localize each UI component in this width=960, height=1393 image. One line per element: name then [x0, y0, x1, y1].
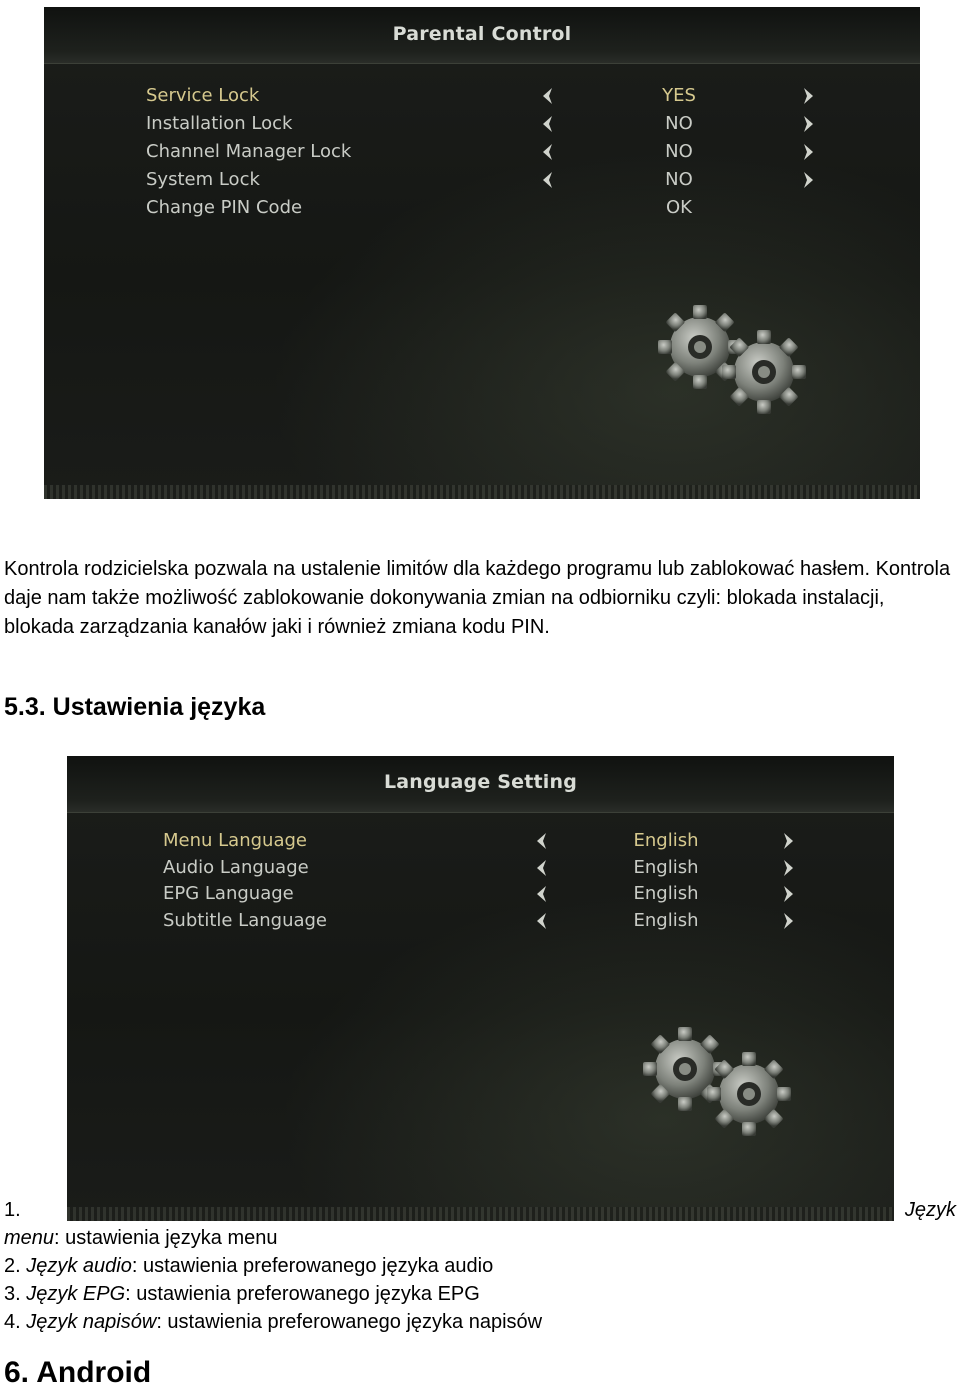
chevron-left-icon[interactable] — [533, 832, 551, 850]
screen-title: Parental Control — [392, 23, 572, 45]
menu-row-value[interactable]: YES — [662, 85, 696, 106]
chevron-right-icon[interactable] — [799, 143, 817, 161]
list-item-desc: : ustawienia języka menu — [54, 1227, 278, 1249]
menu-row[interactable] — [67, 881, 894, 907]
menu-row[interactable] — [67, 828, 894, 854]
language-setting-screenshot — [67, 756, 894, 1221]
list-item-term: Język EPG — [26, 1283, 126, 1305]
menu-row-value[interactable]: NO — [665, 141, 693, 162]
menu-row-label: Installation Lock — [146, 113, 293, 134]
menu-row-label: Change PIN Code — [146, 197, 303, 218]
menu-row-label: System Lock — [146, 169, 260, 190]
language-options-list — [4, 1196, 956, 1336]
menu-row-label: Audio Language — [163, 856, 309, 878]
menu-row[interactable] — [44, 167, 920, 193]
chapter-heading: 6. Android — [4, 1356, 152, 1389]
list-item-number: 1. — [4, 1199, 21, 1221]
menu-row-value[interactable]: English — [633, 883, 699, 904]
chevron-left-icon[interactable] — [539, 115, 557, 133]
parental-control-screenshot — [44, 7, 920, 499]
chevron-right-icon[interactable] — [799, 115, 817, 133]
menu-row-value[interactable]: English — [633, 909, 699, 931]
menu-row[interactable] — [44, 83, 920, 109]
menu-row[interactable] — [67, 908, 894, 934]
menu-row-value[interactable]: NO — [665, 169, 693, 190]
list-item-term: Język audio — [26, 1255, 132, 1277]
chevron-right-icon[interactable] — [779, 912, 797, 930]
menu-row-value[interactable]: English — [633, 830, 699, 851]
chevron-left-icon[interactable] — [539, 87, 557, 105]
list-item-number: 3. — [4, 1283, 21, 1305]
list-item-term: menu — [4, 1227, 55, 1249]
chevron-left-icon[interactable] — [533, 912, 551, 930]
menu-row[interactable] — [67, 855, 894, 881]
menu-row-value[interactable]: NO — [665, 113, 693, 134]
chevron-left-icon[interactable] — [533, 859, 551, 877]
menu-row-value[interactable]: English — [633, 856, 699, 878]
list-item-desc: : ustawienia preferowanego języka EPG — [125, 1283, 480, 1305]
list-item — [4, 1280, 956, 1308]
gears-icon — [652, 302, 822, 422]
menu-row[interactable] — [44, 139, 920, 165]
menu-row[interactable] — [44, 111, 920, 137]
chevron-left-icon[interactable] — [533, 885, 551, 903]
list-item-term: Język — [904, 1199, 956, 1221]
chevron-right-icon[interactable] — [779, 885, 797, 903]
chevron-left-icon[interactable] — [539, 171, 557, 189]
chevron-left-icon[interactable] — [539, 143, 557, 161]
menu-row-label: Service Lock — [146, 85, 260, 106]
list-item-number: 2. — [4, 1255, 21, 1277]
chevron-right-icon[interactable] — [779, 832, 797, 850]
list-item-number: 4. — [4, 1311, 21, 1333]
gears-icon — [637, 1024, 807, 1144]
list-item-term: Język napisów — [26, 1311, 157, 1333]
parental-control-description: Kontrola rodzicielska pozwala na ustalenie limitów dla każdego programu lub zablokować hasłem. Kontrola daje nam także możliwość zablokowanie dokonywania zmian na odbiorniku czyli: blokada instalacji, blokada zarządzania kanałów jaki i również zmiana kodu PIN. — [4, 558, 951, 638]
menu-row-label: Channel Manager Lock — [146, 141, 352, 162]
list-item — [4, 1196, 956, 1224]
chevron-right-icon[interactable] — [799, 171, 817, 189]
section-heading: 5.3. Ustawienia języka — [4, 693, 266, 721]
list-item — [4, 1224, 956, 1252]
menu-row-label: EPG Language — [163, 883, 294, 904]
list-item-desc: : ustawienia preferowanego języka napisów — [156, 1311, 543, 1333]
menu-row-label: Menu Language — [163, 830, 307, 851]
list-item-desc: : ustawienia preferowanego języka audio — [131, 1255, 494, 1277]
list-item — [4, 1308, 956, 1336]
screen-title: Language Setting — [383, 771, 578, 793]
chevron-right-icon[interactable] — [799, 87, 817, 105]
menu-row[interactable] — [44, 195, 920, 221]
chevron-right-icon[interactable] — [779, 859, 797, 877]
list-item — [4, 1252, 956, 1280]
menu-row-label: Subtitle Language — [163, 909, 328, 931]
menu-row-value[interactable]: OK — [666, 197, 692, 218]
